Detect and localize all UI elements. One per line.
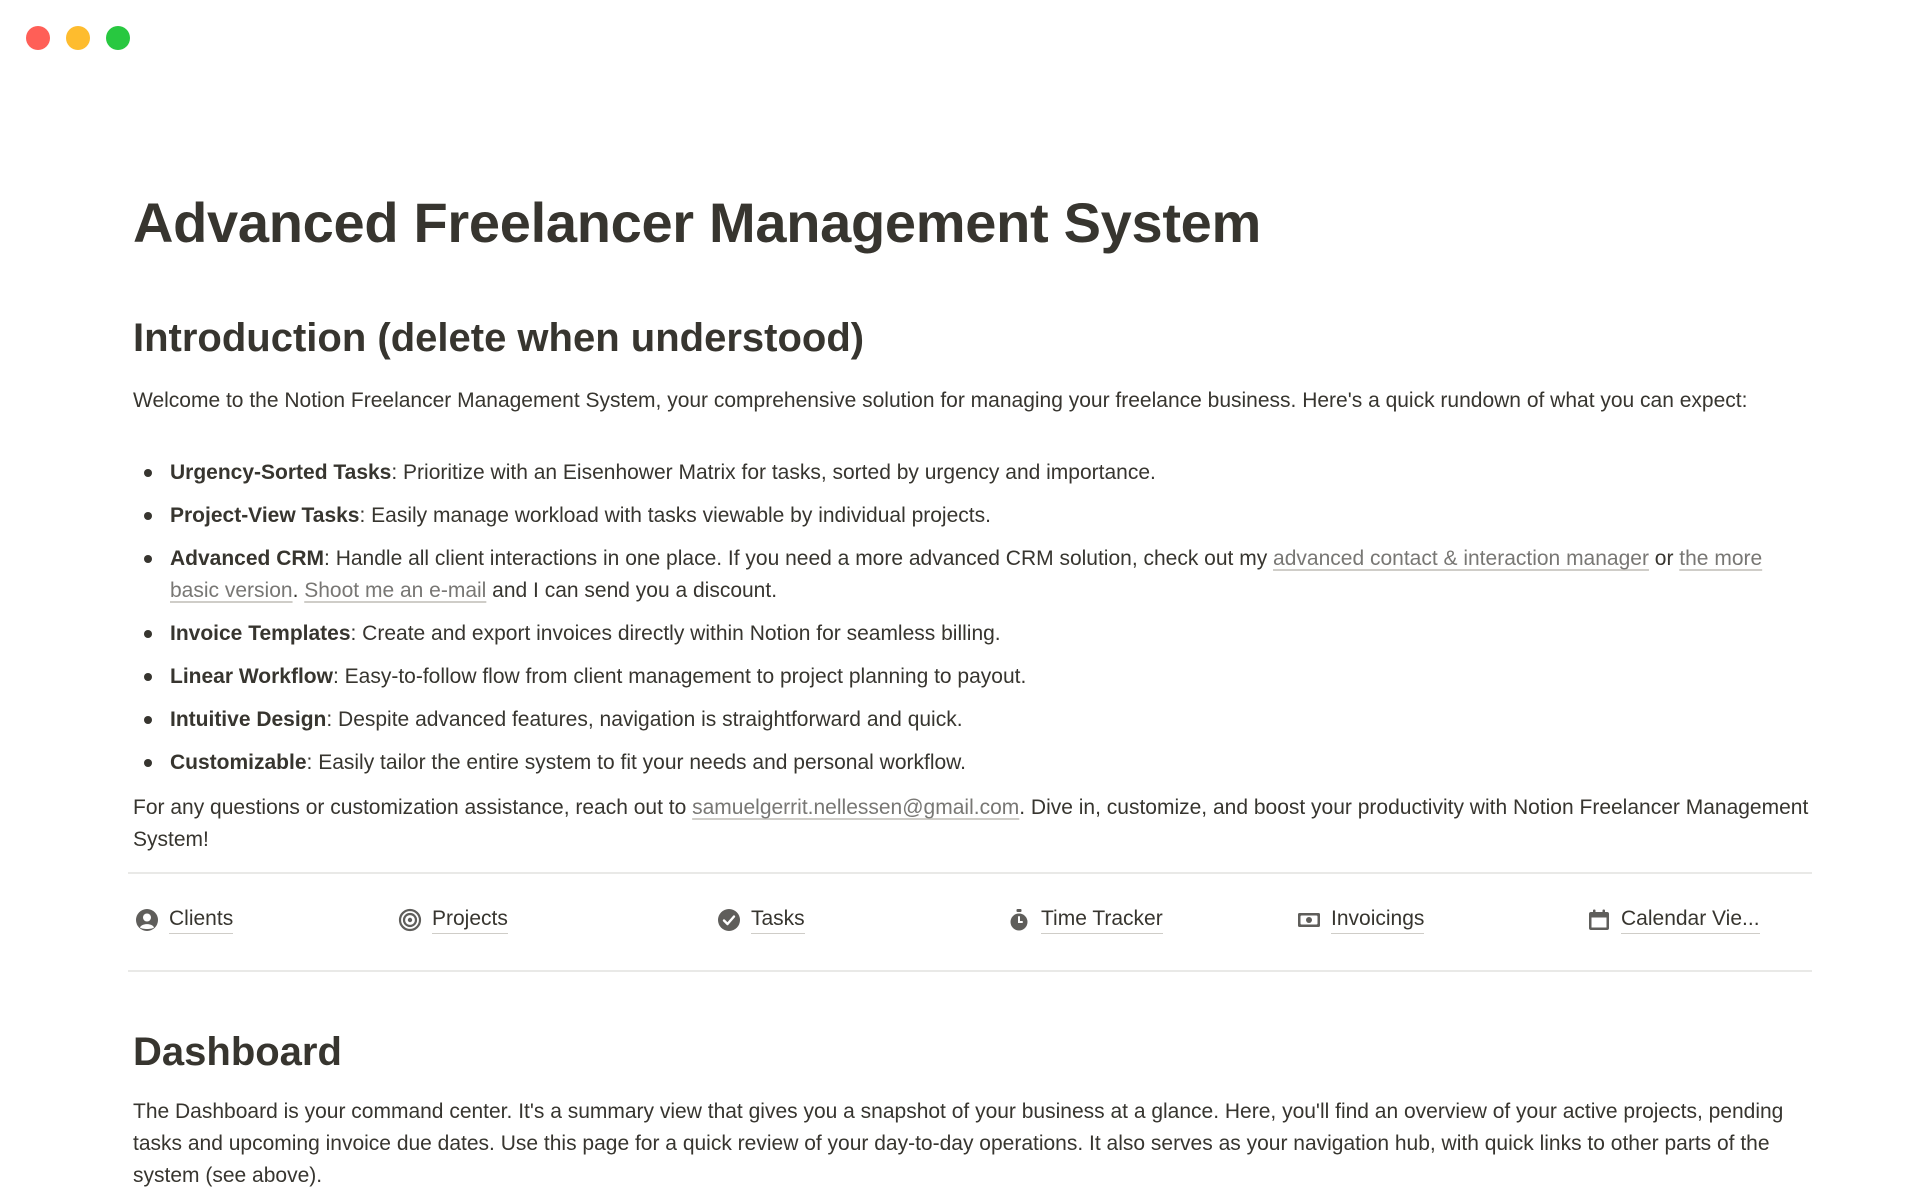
page-title[interactable]: Advanced Freelancer Management System — [133, 191, 1262, 254]
nav-label: Calendar Vie... — [1621, 905, 1760, 934]
email-me-link[interactable]: Shoot me an e-mail — [304, 579, 487, 602]
close-button[interactable] — [26, 26, 50, 50]
feature-name: Linear Workflow — [170, 665, 333, 688]
feature-name: Urgency-Sorted Tasks — [170, 461, 392, 484]
intro-heading[interactable]: Introduction (delete when understood) — [133, 316, 865, 360]
check-circle-icon — [717, 908, 741, 932]
calendar-icon — [1587, 908, 1611, 932]
bullet-dot — [144, 630, 152, 638]
contact-email-link[interactable]: samuelgerrit.nellessen@gmail.com — [692, 796, 1020, 819]
nav-link-clients[interactable] — [135, 905, 233, 934]
nav-label: Invoicings — [1331, 905, 1424, 934]
nav-label: Tasks — [751, 905, 805, 934]
feature-description: : Handle all client interactions in one place. If you need a more advanced CRM solution, check out my — [324, 547, 1274, 570]
dashboard-description[interactable]: The Dashboard is your command center. It's a summary view that gives you a snapshot of your business at a glance. Here, you'll find an overview of your active projects, pending tasks and upcoming invoice due dates. Use this page for a quick review of your day-to-day operations. It also serves as your navigation hub, with quick links to other parts of the system (see above). — [133, 1100, 1784, 1187]
list-item[interactable] — [133, 457, 1823, 489]
feature-description: : Easily manage workload with tasks viewable by individual projects. — [359, 504, 991, 527]
contact-prefix: For any questions or customization assistance, reach out to — [133, 796, 693, 819]
contact-suffix: . Dive in, customize, and boost your productivity with Notion Freelancer Management System! — [133, 796, 1809, 851]
feature-name: Advanced CRM — [170, 547, 325, 570]
minimize-button[interactable] — [66, 26, 90, 50]
bullet-dot — [144, 512, 152, 520]
nav-link-tasks[interactable] — [717, 905, 805, 934]
navigation-links-bar — [128, 872, 1812, 972]
contact-paragraph[interactable] — [133, 792, 1823, 856]
feature-text-separator: . — [292, 579, 305, 602]
basic-crm-link[interactable]: the more basic version — [170, 547, 1763, 602]
window-controls — [26, 26, 130, 50]
bullet-dot — [144, 759, 152, 767]
nav-link-calendar-view[interactable] — [1587, 905, 1760, 934]
dashboard-heading[interactable]: Dashboard — [133, 1030, 342, 1074]
list-item[interactable] — [133, 618, 1823, 650]
stopwatch-icon — [1007, 908, 1031, 932]
feature-description: : Easily tailor the entire system to fit your needs and personal workflow. — [306, 751, 967, 774]
advanced-crm-link[interactable]: advanced contact & interaction manager — [1273, 547, 1649, 570]
nav-link-projects[interactable] — [398, 905, 508, 934]
bullet-dot — [144, 673, 152, 681]
bullet-dot — [144, 716, 152, 724]
target-icon — [398, 908, 422, 932]
nav-label: Clients — [169, 905, 233, 934]
bullet-dot — [144, 469, 152, 477]
feature-description: : Despite advanced features, navigation is straightforward and quick. — [326, 708, 963, 731]
nav-link-invoicings[interactable] — [1297, 905, 1424, 934]
feature-text-end: and I can send you a discount. — [486, 579, 778, 602]
banknote-icon — [1297, 908, 1321, 932]
feature-description: : Create and export invoices directly within Notion for seamless billing. — [350, 622, 1001, 645]
zoom-button[interactable] — [106, 26, 130, 50]
nav-link-time-tracker[interactable] — [1007, 905, 1163, 934]
list-item[interactable] — [133, 543, 1823, 607]
feature-list — [133, 457, 1823, 790]
list-item[interactable] — [133, 747, 1823, 779]
nav-label: Time Tracker — [1041, 905, 1163, 934]
intro-welcome-text[interactable]: Welcome to the Notion Freelancer Management System, your comprehensive solution for managing your freelance business. Here's a quick rundown of what you can expect: — [133, 389, 1748, 412]
list-item[interactable] — [133, 661, 1823, 693]
list-item[interactable] — [133, 500, 1823, 532]
feature-description: : Easy-to-follow flow from client management to project planning to payout. — [332, 665, 1027, 688]
feature-name: Invoice Templates — [170, 622, 351, 645]
nav-label: Projects — [432, 905, 508, 934]
bullet-dot — [144, 555, 152, 563]
user-circle-icon — [135, 908, 159, 932]
feature-name: Project-View Tasks — [170, 504, 360, 527]
list-item[interactable] — [133, 704, 1823, 736]
feature-description: : Prioritize with an Eisenhower Matrix for tasks, sorted by urgency and importance. — [391, 461, 1156, 484]
feature-name: Customizable — [170, 751, 307, 774]
feature-name: Intuitive Design — [170, 708, 327, 731]
feature-text-or: or — [1648, 547, 1680, 570]
